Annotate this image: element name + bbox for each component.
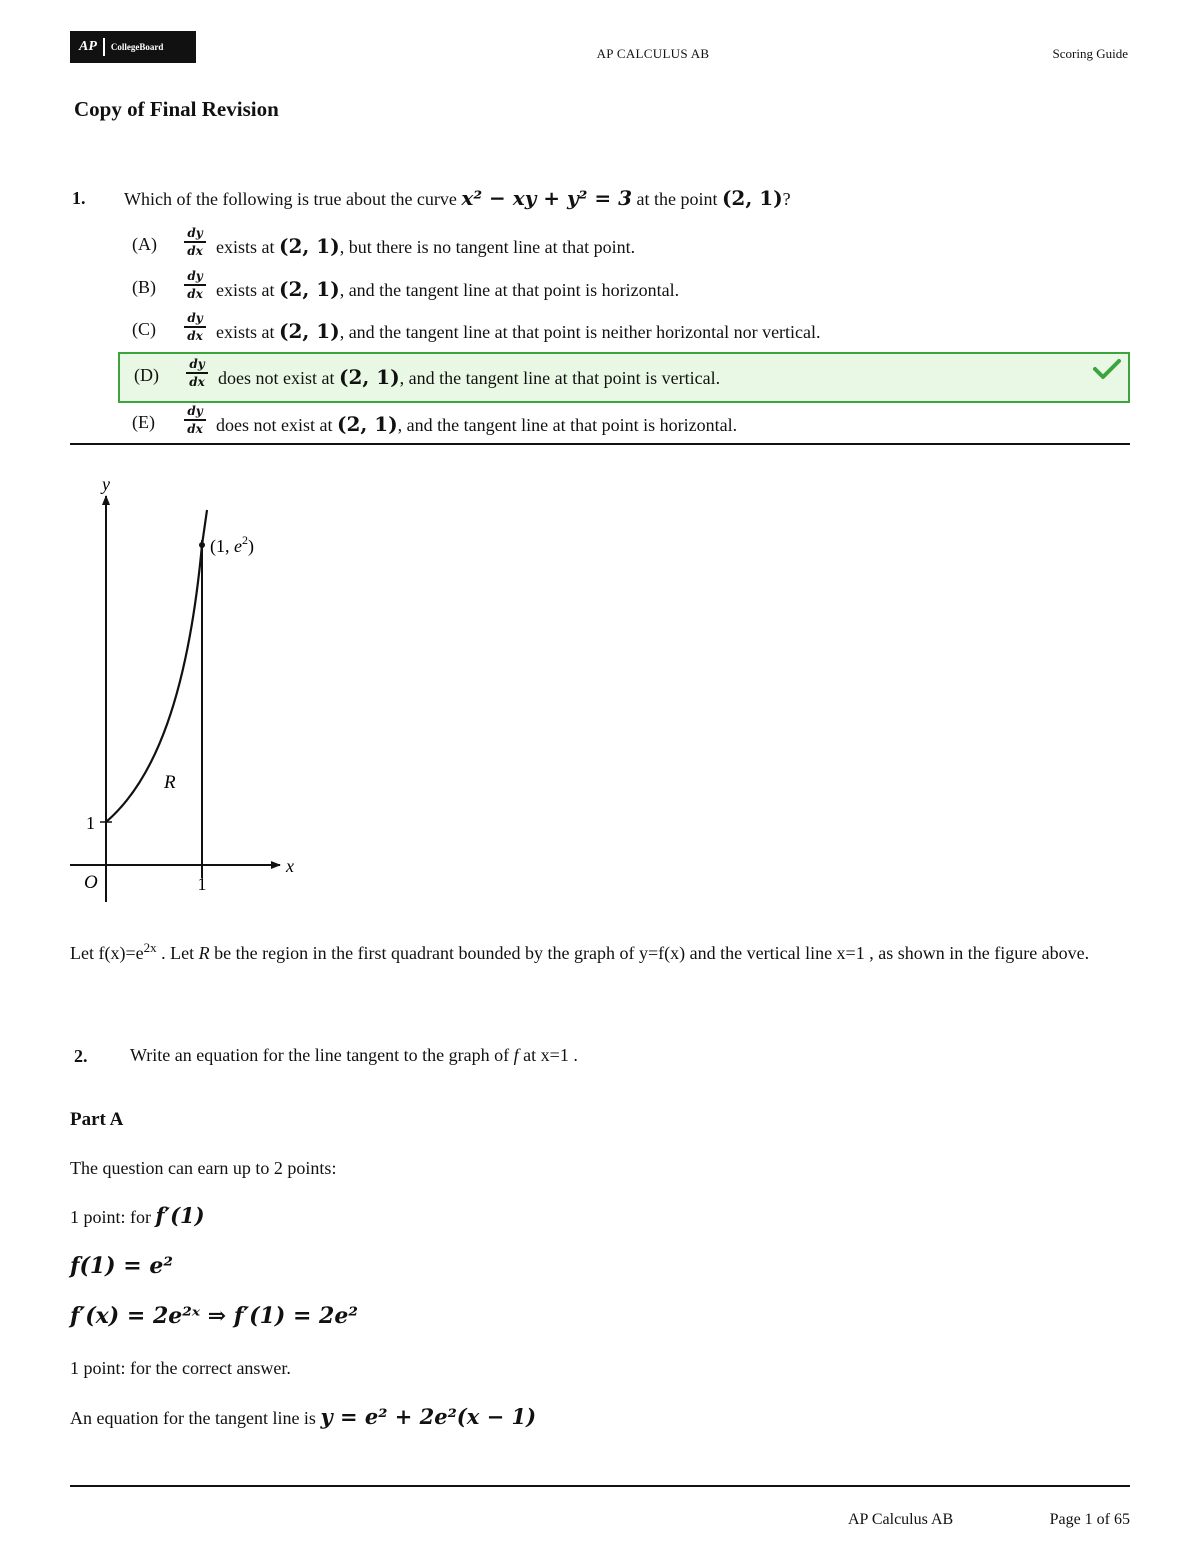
dydx-fraction: dy dx [186,357,208,389]
problem-stem: Let $f(x)=e^{2x}$ . Let R be the region in the first quadrant bounded by the graph of y=f(x) and the vertical line x=1 , as shown in the figure above. [70,940,1090,963]
footer-divider [70,1485,1130,1487]
stem-text: Which of the following is true about the curve [124,189,462,209]
question-1-stem [124,186,791,210]
part-a-heading: Part A [70,1109,124,1130]
x-tick-label: 1 [197,874,207,894]
dydx-fraction: dy dx [184,404,206,436]
option-text: does not exist at (2, 1), and the tangent line at that point is vertical. [218,365,721,389]
question-1-number: 1. [72,188,86,208]
option-text: exists at (2, 1), but there is no tangent line at that point. [216,234,636,258]
option-label: (C) [132,319,156,339]
checkmark-icon [1092,357,1122,381]
region-label: R [164,772,176,793]
answer-option-b[interactable] [118,265,1130,311]
points-intro: The question can earn up to 2 points: [70,1158,337,1178]
tangent-answer: An equation for the tangent line is y = e² + 2e²(x − 1) [70,1404,537,1429]
option-label: (D) [134,365,159,385]
option-text: exists at (2, 1), and the tangent line at that point is horizontal. [216,277,680,301]
point-marker [199,542,205,548]
stem-text-end: ? [782,189,791,209]
y-axis-label: y [102,474,110,494]
option-label: (A) [132,234,157,254]
origin-label: O [84,872,98,893]
section-divider [70,443,1130,445]
question-2-stem: Write an equation for the line tangent to the graph of f at x=1 . [130,1045,578,1065]
y-tick-label: 1 [86,813,95,833]
curve-equation: x² − xy + y² = 3 [461,186,632,210]
option-text: exists at (2, 1), and the tangent line at that point is neither horizontal nor vertical. [216,319,821,343]
stem-point: (2, 1) [721,186,783,210]
page-title: Copy of Final Revision [74,97,279,121]
question-2-number: 2. [74,1046,88,1066]
x-axis-label: x [286,856,294,876]
curve-f [106,510,207,822]
header-scoring-guide: Scoring Guide [1052,46,1128,61]
equation-derivative: f′(x) = 2e²ˣ ⇒ f′(1) = 2e² [70,1303,358,1329]
point-label: (1, $e^2$) [210,533,254,556]
region-figure [60,470,310,910]
answer-option-c[interactable] [118,307,1130,353]
answer-option-a[interactable] [118,222,1130,268]
answer-option-d-correct[interactable] [118,352,1130,403]
stem-text-mid: at the point [631,189,722,209]
point-1-criterion: 1 point: for f′(1) [70,1203,205,1228]
equation-f1: f(1) = e² [70,1253,173,1279]
logo-collegeboard-text: CollegeBoard [110,42,164,52]
dydx-fraction: dy dx [184,269,206,301]
option-text: does not exist at (2, 1), and the tangent line at that point is horizontal. [216,412,738,436]
footer-page-number: Page 1 of 65 [1049,1511,1130,1528]
logo-ap-text: AP [71,38,105,56]
dydx-fraction: dy dx [184,311,206,343]
option-label: (B) [132,277,156,297]
header-course: AP CALCULUS AB [596,46,710,61]
footer-course: AP Calculus AB [848,1511,954,1528]
answer-option-e[interactable] [118,400,1130,446]
option-label: (E) [132,412,155,432]
dydx-fraction: dy dx [184,226,206,258]
point-2-criterion: 1 point: for the correct answer. [70,1358,291,1378]
